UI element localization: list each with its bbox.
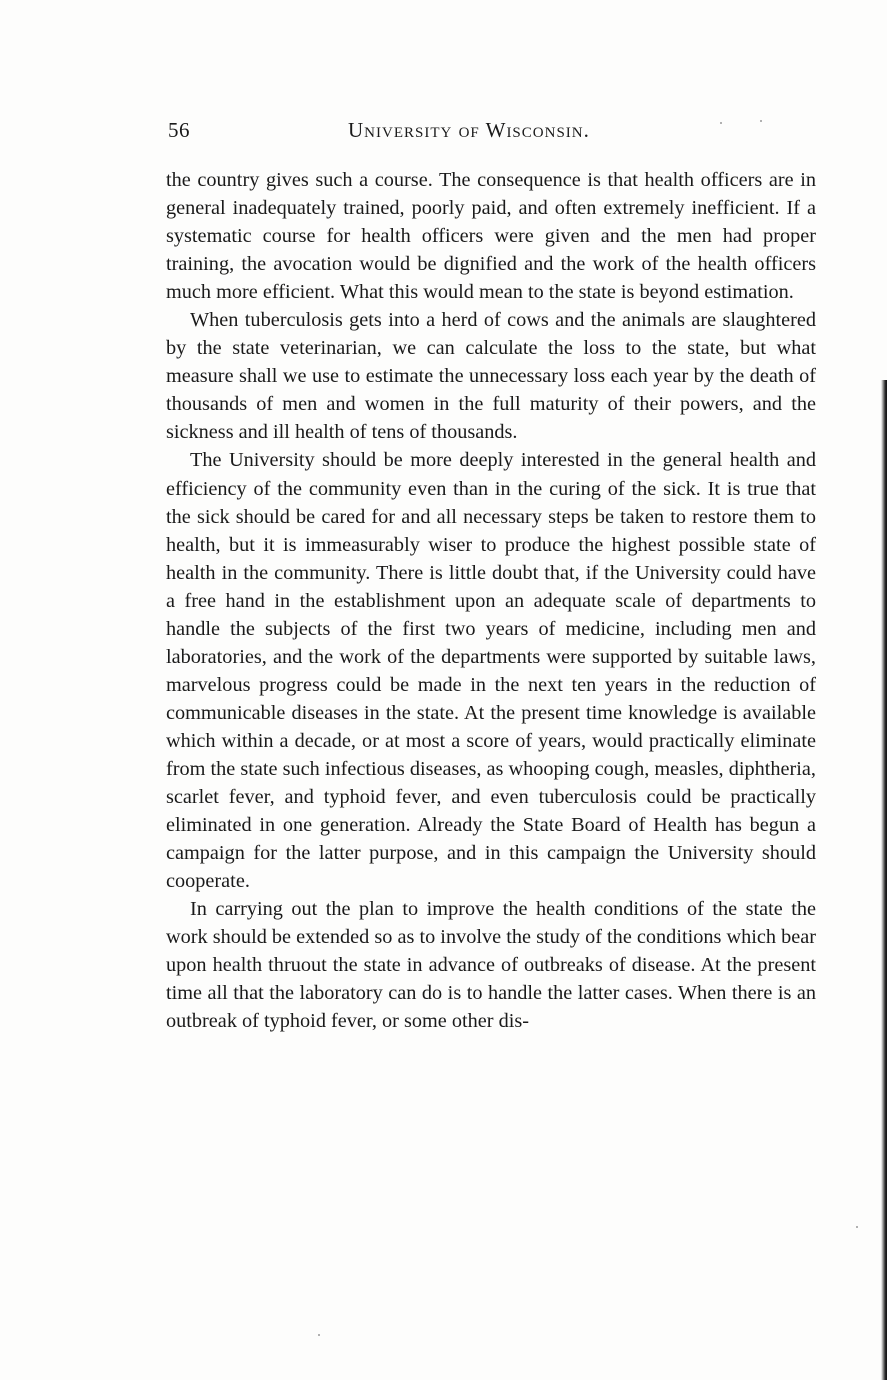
paragraph-2: When tuberculosis gets into a herd of cows and the animals are slaughtered by the state veterinarian, we can calculate the loss to the state, but what measure shall we use to estimate the unnecessary loss each year by the death of thousands of men and women in the full maturity of their powers, and the sickness and ill health of tens of thousands.: [166, 309, 816, 444]
running-head: University of Wisconsin.: [348, 118, 590, 142]
paragraph-1: the country gives such a course. The consequence is that health officers are in general inadequately trained, poorly paid, and often extremely inefficient. If a systematic course for health officers were given and the men had proper training, the avocation would be dignified and the work of the health officers much more efficient. What this would mean to the state is beyond estimation.: [166, 169, 816, 304]
paragraph-4: In carrying out the plan to improve the health conditions of the state the work should be extended so as to involve the study of the conditions which bear upon health thruout the state in advance of outbreaks of disease. At the present time all that the laboratory can do is to handle the latter cases. When there is an outbreak of typhoid fever, or some other dis-: [166, 898, 817, 1033]
scan-speck: [760, 120, 762, 122]
paragraph-3: The University should be more deeply interested in the general health and efficiency of the community even than in the curing of the sick. It is true that the sick should be cared for and all necessary steps be taken to restore them to health, but it is immeasurably wiser to produce the highest possible state of health in the community. There is little doubt that, if the University could have a free hand in the establishment upon an adequate scale of departments to handle the subjects of the first two years of medicine, including men and laboratories, and the work of the departments were supported by suitable laws, marvelous progress could be made in the next ten years in the reduction of communicable diseases in the state. At the present time knowledge is available which within a decade, or at most a score of years, would practically eliminate from the state such infectious diseases, as whooping cough, measles, diphtheria, scarlet fever, and typhoid fever, and even tuberculosis could be practically eliminated in one generation. Already the State Board of Health has begun a campaign for the latter purpose, and in this campaign the University should cooperate.: [166, 449, 816, 893]
scan-speck: [318, 1334, 320, 1336]
body-text: [166, 166, 816, 1035]
page-number: 56: [168, 118, 190, 142]
page-edge-shadow: [881, 380, 887, 1380]
scan-speck: [856, 1226, 858, 1228]
page-header: [168, 118, 816, 148]
scan-speck: [720, 122, 722, 124]
